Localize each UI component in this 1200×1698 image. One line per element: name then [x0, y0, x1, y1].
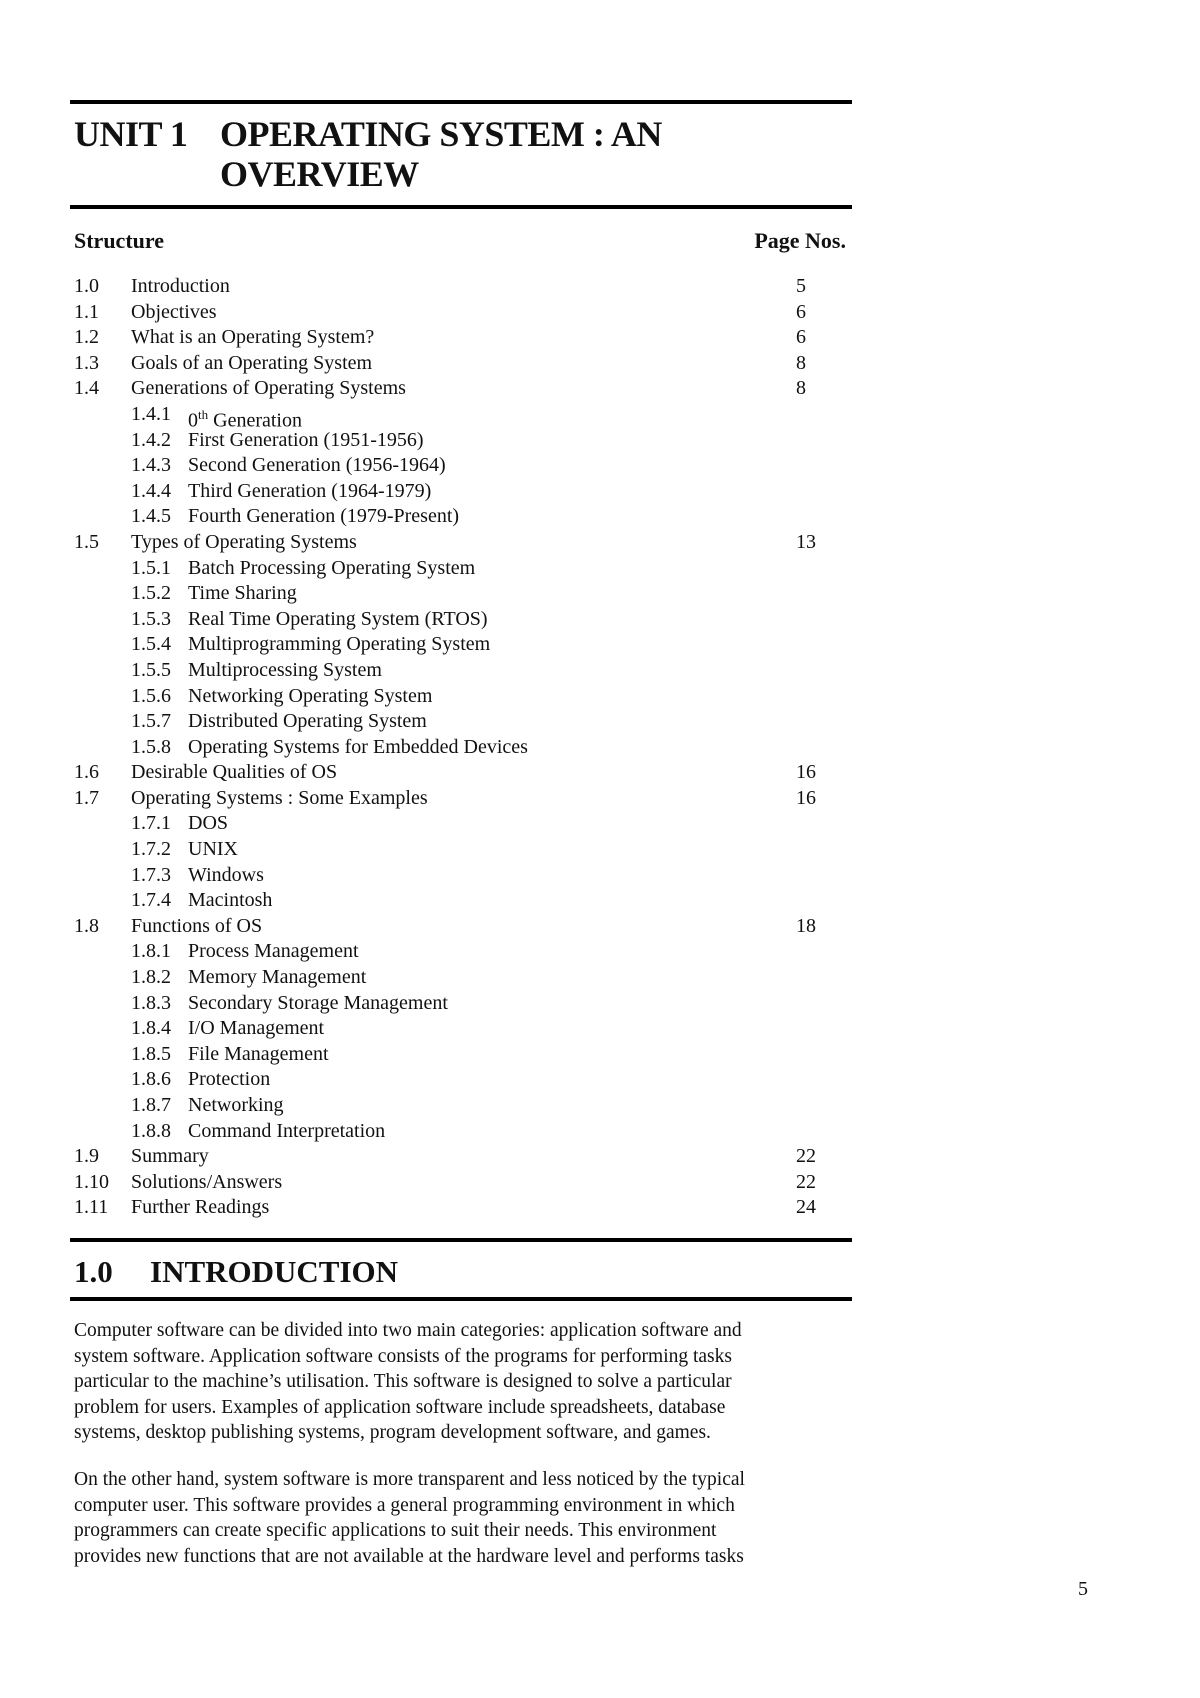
toc-entry: [74, 300, 854, 326]
paragraph-line: system software. Application software consists of the programs for performing tasks: [74, 1345, 732, 1367]
toc-entry-title: Windows: [188, 863, 264, 886]
toc-entry: [74, 1093, 854, 1119]
toc-entry-title: Operating Systems for Embedded Devices: [188, 735, 528, 758]
toc-entry-number: 1.11: [74, 1196, 109, 1219]
toc-entry-page: 24: [796, 1196, 816, 1219]
toc-entry-number: 1.7.3: [131, 863, 171, 886]
unit-label: UNIT 1: [74, 114, 188, 154]
toc-entry-number: 1.4: [74, 377, 99, 400]
toc-entry-title: Operating Systems : Some Examples: [131, 786, 428, 809]
toc-entry-page: 6: [796, 326, 806, 349]
toc-entry: [74, 1067, 854, 1093]
toc-entry-title: Networking Operating System: [188, 684, 433, 707]
toc-entry-page: 13: [796, 530, 816, 553]
toc-entry-number: 1.4.4: [131, 479, 171, 502]
toc-entry-number: 1.5.2: [131, 582, 171, 605]
toc-entry-number: 1.5: [74, 530, 99, 553]
toc-entry-title: Further Readings: [131, 1196, 270, 1219]
toc-entry: [74, 376, 854, 402]
toc-entry: [74, 1042, 854, 1068]
toc-entry-title: I/O Management: [188, 1017, 325, 1040]
toc-entry-title: First Generation (1951-1956): [188, 428, 424, 451]
toc-entry-title: Summary: [131, 1145, 209, 1168]
toc-entry-title: Types of Operating Systems: [131, 530, 357, 553]
toc-entry-number: 1.5.3: [131, 607, 171, 630]
toc-entry-title: Real Time Operating System (RTOS): [188, 607, 488, 630]
paragraph-line: Computer software can be divided into two main categories: application software and: [74, 1320, 742, 1341]
toc-entry: [74, 581, 854, 607]
intro-paragraph-1: [74, 1318, 854, 1446]
unit-name: OPERATING SYSTEM : AN OVERVIEW: [220, 114, 662, 194]
toc-entry-title: Goals of an Operating System: [131, 351, 373, 374]
toc-entry-page: 18: [796, 914, 816, 937]
toc-entry-title: Solutions/Answers: [131, 1170, 283, 1193]
toc-entry-number: 1.5.7: [131, 710, 171, 733]
section-number: 1.0: [74, 1254, 113, 1289]
paragraph-line: programmers can create specific applications to suit their needs. This environment: [74, 1520, 717, 1542]
toc-entry-number: 1.8.7: [131, 1094, 171, 1116]
section-bottom-rule: [70, 1297, 852, 1301]
toc-entry: [74, 479, 854, 505]
toc-entry-number: 1.3: [74, 351, 99, 374]
page-nos-heading: Page Nos.: [754, 228, 846, 253]
paragraph-line: particular to the machine’s utilisation. This software is designed to solve a particular: [74, 1371, 732, 1393]
toc-entry-number: 1.8.5: [131, 1042, 171, 1065]
paragraph-line: systems, desktop publishing systems, program development software, and games.: [74, 1422, 711, 1444]
toc-entry-number: 1.4.3: [131, 454, 171, 477]
toc-entry: [74, 1170, 854, 1196]
toc-entry: [74, 939, 854, 965]
toc-entry: [74, 274, 854, 300]
toc-entry-title: Process Management: [188, 940, 359, 963]
toc-entry: [74, 530, 854, 556]
toc-entry-number: 1.7: [74, 786, 99, 809]
toc-entry: [74, 658, 854, 684]
toc-entry-title: Desirable Qualities of OS: [131, 761, 338, 784]
toc-entry-number: 1.8.3: [131, 991, 171, 1014]
toc-entry-title: Objectives: [131, 300, 217, 323]
toc-entry: [74, 991, 854, 1017]
toc-entry-number: 1.10: [74, 1170, 109, 1193]
toc-entry-title: Second Generation (1956-1964): [188, 454, 446, 477]
toc-entry-number: 1.8.1: [131, 940, 171, 963]
toc-entry: [74, 556, 854, 582]
toc-entry-title: Functions of OS: [131, 914, 263, 937]
toc-entry-title: Secondary Storage Management: [188, 991, 448, 1014]
toc-entry-title: Batch Processing Operating System: [188, 556, 476, 579]
paragraph-line: problem for users. Examples of application software include spreadsheets, database: [74, 1396, 726, 1418]
toc-entry-title: File Management: [188, 1042, 329, 1065]
section-title: INTRODUCTION: [150, 1254, 399, 1289]
toc-entry: [74, 351, 854, 377]
toc-entry-title: Introduction: [131, 275, 230, 297]
toc-entry: [74, 632, 854, 658]
toc-entry-number: 1.5.8: [131, 735, 171, 758]
toc-entry: [74, 607, 854, 633]
toc-entry: [74, 428, 854, 454]
toc-bottom-rule: [70, 1238, 852, 1242]
paragraph-line: computer user. This software provides a general programming environment in which: [74, 1494, 735, 1516]
toc-entry: [74, 1195, 854, 1221]
toc-entry-number: 1.5.4: [131, 633, 171, 656]
toc-entry-title: Fourth Generation (1979-Present): [188, 505, 460, 528]
toc-entry-page: 22: [796, 1170, 816, 1193]
toc-entry: [74, 863, 854, 889]
toc-entry: [74, 786, 854, 812]
toc-entry-number: 1.5.5: [131, 658, 171, 681]
toc-entry-superscript: th: [198, 406, 209, 422]
toc-entry: [74, 735, 854, 761]
toc-entry: [74, 402, 854, 432]
toc-entry-title: DOS: [188, 812, 229, 835]
toc-entry: [74, 965, 854, 991]
page-number: 5: [1078, 1578, 1088, 1600]
structure-header: [74, 228, 846, 254]
toc-entry-title: Command Interpretation: [188, 1119, 386, 1142]
toc-entry-title: What is an Operating System?: [131, 326, 375, 349]
toc-entry-title: Multiprocessing System: [188, 658, 382, 681]
toc-entry: [74, 1016, 854, 1042]
toc-entry: [74, 760, 854, 786]
toc-entry-number: 1.7.4: [131, 889, 171, 912]
toc-entry-page: 6: [796, 300, 806, 323]
toc-entry-title: Networking: [188, 1094, 284, 1116]
toc-entry-title: Third Generation (1964-1979): [188, 479, 432, 502]
toc-entry-page: 16: [796, 761, 816, 784]
toc-entry-title: UNIX: [188, 838, 238, 861]
table-of-contents: [74, 274, 854, 1221]
toc-entry-number: 1.8.6: [131, 1068, 171, 1091]
toc-entry-title: Generations of Operating Systems: [131, 377, 406, 400]
toc-entry: [74, 1119, 854, 1145]
toc-entry-number: 1.4.1: [131, 402, 171, 425]
toc-entry-number: 1.8.4: [131, 1017, 171, 1040]
toc-entry-number: 1.8.2: [131, 966, 171, 989]
toc-entry-number: 1.1: [74, 300, 99, 323]
toc-entry: [74, 684, 854, 710]
toc-entry: [74, 325, 854, 351]
toc-entry: [74, 709, 854, 735]
toc-entry-number: 1.0: [74, 275, 99, 297]
toc-entry: [74, 888, 854, 914]
toc-entry-number: 1.7.1: [131, 812, 171, 835]
toc-entry-number: 1.8.8: [131, 1119, 171, 1142]
toc-entry: [74, 1144, 854, 1170]
toc-entry-title: Multiprogramming Operating System: [188, 633, 491, 656]
toc-entry: [74, 914, 854, 940]
toc-entry: [74, 453, 854, 479]
title-bottom-rule: [70, 205, 852, 209]
toc-entry-page: 8: [796, 377, 806, 400]
toc-entry-title: Distributed Operating System: [188, 710, 427, 733]
toc-entry: [74, 837, 854, 863]
toc-entry-number: 1.5.6: [131, 684, 171, 707]
toc-entry-title: Macintosh: [188, 889, 273, 912]
toc-entry: [74, 811, 854, 837]
toc-entry-title: Memory Management: [188, 966, 367, 989]
toc-entry-number: 1.6: [74, 761, 99, 784]
structure-heading: Structure: [74, 228, 165, 253]
toc-entry-number: 1.2: [74, 326, 99, 349]
toc-entry-title-suffix: Generation: [208, 409, 302, 432]
toc-entry-number: 1.8: [74, 914, 99, 937]
toc-entry-number: 1.9: [74, 1145, 99, 1168]
toc-entry: [74, 504, 854, 530]
paragraph-line: On the other hand, system software is more transparent and less noticed by the typical: [74, 1469, 745, 1490]
toc-entry-number: 1.7.2: [131, 838, 171, 861]
toc-entry-title-prefix: 0: [188, 409, 198, 432]
toc-entry-number: 1.4.2: [131, 428, 171, 451]
toc-entry-number: 1.4.5: [131, 505, 171, 528]
toc-entry-page: 16: [796, 786, 816, 809]
top-rule: [70, 100, 852, 104]
toc-entry-page: 22: [796, 1145, 816, 1168]
toc-entry-number: 1.5.1: [131, 556, 171, 579]
toc-entry-title: Time Sharing: [188, 582, 297, 605]
intro-paragraph-2: [74, 1467, 854, 1569]
toc-entry-page: 8: [796, 351, 806, 374]
toc-entry-title: Protection: [188, 1068, 271, 1091]
paragraph-line: provides new functions that are not available at the hardware level and performs tasks: [74, 1545, 744, 1567]
toc-entry-page: 5: [796, 275, 806, 297]
